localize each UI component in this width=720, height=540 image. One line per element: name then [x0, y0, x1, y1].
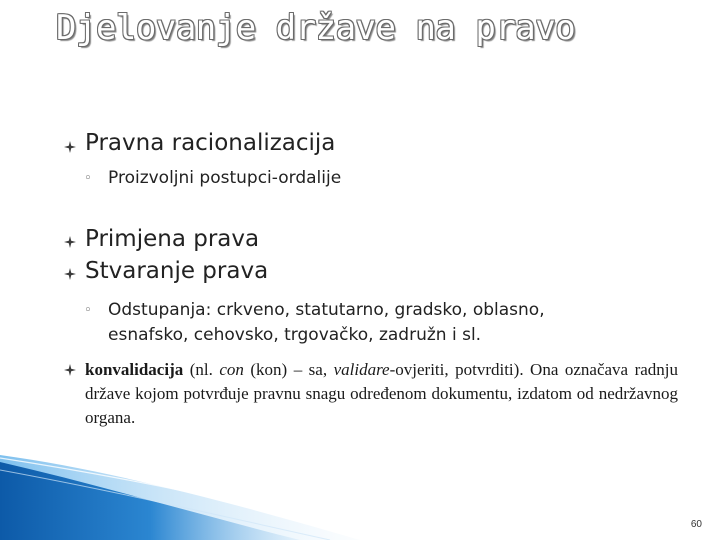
sub-bullet-text: Proizvoljni postupci-ordalije [108, 168, 342, 188]
bullet-pravna-racionalizacija: Pravna racionalizacija [85, 130, 336, 156]
sub-bullet-circle-icon: ◦ [84, 303, 92, 318]
definition-con: con [219, 360, 244, 379]
definition-validare: validare [333, 360, 390, 379]
bullet-primjena-prava: Primjena prava [85, 226, 260, 252]
sub-bullet-text-line1: Odstupanja: crkveno, statutarno, gradsko, oblasno, [108, 300, 545, 320]
sub-bullet-circle-icon: ◦ [84, 171, 92, 186]
definition-text-3: -ovjeriti, potvrditi). Ona označava radnju države kojom potvrđuje pravnu snagu određenom dokumentu, izdatom od nedržavnog organa. [85, 360, 678, 427]
definition-text-1: (nl. [183, 360, 220, 379]
sub-bullet-text-line2: esnafsko, cehovsko, trgovačko, zadružn i sl. [108, 325, 482, 345]
definition-text-2: (kon) – sa, [243, 360, 334, 379]
definition-term: konvalidacija [85, 360, 184, 379]
page-number: 60 [690, 519, 702, 530]
slide-title: Djelovanje države na pravo [56, 8, 576, 48]
bullet-stvaranje-prava: Stvaranje prava [85, 258, 269, 284]
